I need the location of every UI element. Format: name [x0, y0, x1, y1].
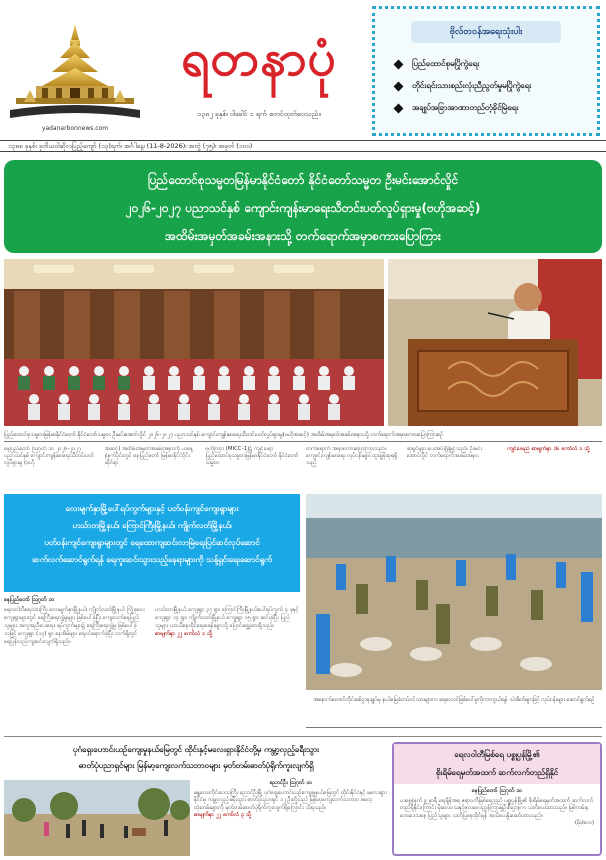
slogan-title: ဗိုလ်တဝန်အရေးသုံးပါး: [411, 21, 561, 43]
diamond-bullet-icon: [394, 81, 404, 91]
headline-line: ၂၀၂၆-၂၀၂၇ ပညာသင်နှစ် ကျောင်းကျန်းမာရေးသီတင်းပတ်လှုပ်ရှားမှု(ဗဟိုအဆင့်): [125, 201, 481, 215]
pagoda-logo-icon: [6, 22, 144, 122]
slogan-text: တိုင်းရင်းသားစည်းလုံးညီညွတ်မှုမပြိုကွဲရေး: [412, 81, 532, 90]
byline: နေပြည်တော် ဩဂုတ် ၁၀: [4, 597, 55, 603]
flood-story-body: [4, 596, 300, 734]
story-column: ရေလဝါတီရေသားကြီး လေးမျက်နှာမြို့နယ်၊ ကျိုက်လတ်မြို့နယ် ကြို့စုဝေးကျေးရွာများတွင် ရေကြီးရေလျှံမှုများ ဖြစ်ပေါ်ခဲ့ပြီး ကျေးလက်နေပြည်သူများ အကူအညီပေးရေး၊ ရပ်ကွက်များ၌ ရေကြီးရေလျှံမှု ဖြစ်ပေါ်ခဲ့သဖြင့် ကျေးရွာ (၁၃) ရွာ နေအိမ်များ ရေဝင်ရောက်ခဲ့ပြီး လက်ရှိတွင် ရေပြန်လည်ကျဆင်းလျက်ရှိသည်။: [4, 607, 145, 645]
bagan-story-body: [194, 780, 388, 856]
headline-line: ဓာတ်ပုံပညာရှင်များ မြန်မာ့ကျေးလက်သဘာဝများ မှတ်တမ်းဓာတ်ပုံရိုက်ကူးလျက်ရှိ: [78, 761, 314, 770]
box-headline: [394, 744, 600, 784]
story-column: တက်ရောက် အမှာစကားပြောကြားသည်။ ကျောင်းကျန်းမာရေး လုပ်ငန်းများ ထူးချွန်ဆုရရှိသည့်: [306, 446, 398, 466]
slogan-item: [381, 53, 591, 75]
headline-line: ဆက်လက်ဆောင်ရွက်ရန် ရေကူးဆင်းသွားသည့်နေရာများကို သန့်ရှင်းရေးဆောင်ရွက်: [32, 555, 272, 564]
bagan-headline[interactable]: [4, 742, 388, 778]
lead-headline[interactable]: [4, 160, 602, 253]
headline-line: ရေလဝါတီမြစ်ရေ ပစ္စုပ္ပန်မြို့၏: [454, 750, 540, 759]
river-level-box[interactable]: [392, 742, 602, 856]
story-column: အဆင့်) အထိမ်းအမှတ်အခမ်းအနားကို ယနေ့နံနက်ပိုင်းတွင် နေပြည်တော် မြန်မာနိုင်ငံဝိုင်းဆိုင်ရာ: [104, 446, 193, 466]
flood-headline[interactable]: [4, 494, 300, 592]
diamond-bullet-icon: [394, 103, 404, 113]
story-column-wrap: [155, 606, 300, 646]
byline: ညောင်ဦး ဩဂုတ် ၁၀: [269, 780, 313, 786]
founding-date: ၁၃၈၂ ခုနှစ်၊ ဝါခေါင် ၁ ရက် စတင်ထုတ်ဝေသည်။: [197, 110, 321, 118]
story-column: ဆုရှင်များ ပေးအပ်ချီးမြှင့်သည်။ ဦးမင်းအောင်လှိုင် တက်ရောက်အခမ်းအနား: [406, 446, 482, 459]
bagan-field-photo[interactable]: [4, 780, 190, 856]
sandbag-work-photo[interactable]: [306, 494, 602, 690]
source-note: (မိုး/ဇလ): [574, 820, 594, 826]
story-column: နေပြည်တော် ဩဂုတ် ၁၀ ၂၀၂၆-၂၀၂၇ ပညာသင်နှစ် ကျောင်းကျန်းမာရေးသီတင်းပတ်လှုပ်ရှားမှု (ဗဟို: [4, 446, 94, 466]
diamond-bullet-icon: [394, 59, 404, 69]
section-divider: [4, 736, 602, 737]
headline-line: ပုဂံရှေးဟောင်းယဉ်ကျေးမှုနယ်မြေတွင် ထိုင်းနှင့်မလေးရှားနိုင်ငံတို့မှ ကမ္ဘာ့လှည့်ခရီးသွား: [72, 745, 320, 754]
headline-line: စိုးရိမ်ရေမှတ်အထက် ဆက်လက်တည်ရှိနိုင်: [435, 768, 559, 777]
main-story-body: [4, 446, 602, 490]
byline: နေပြည်တော် ဩဂုတ် ၁၀: [471, 788, 523, 794]
story-column: ဟသ်ာတမြို့နယ် ကျေးရွာ ၃၇ ရွာ၊ ကြောင်ကြီးမြို့နယ်ပေါ်ရပ်ကွက် ၄ ခုနှင့် ကျေးရွာ ၁၄ ရွာ၊ ကျိုက်လတ်မြို့နယ် ကျေးရွာ ၁၅ ရွာ၊ ဆင်းခဲ့ပြီး ပြည်သူများ ယာယီနေထိုင်ရေးစခန်းများသို့ ပြောင်းရွှေ့ထားရှိသည်။: [155, 607, 299, 629]
story-column: ဗဟိုကြား (MICC-1)၌ ကျင်းပရာ ပြည်ထောင်စုသမ္မတမြန်မာနိုင်ငံတော် နိုင်ငံတော်သမ္မတ: [205, 446, 299, 466]
headline-line: အထိမ်းအမှတ်အခမ်းအနားသို့ တက်ရောက်အမှာစကားပြောကြား: [165, 229, 441, 243]
headline-line: ဟသ်ာတမြို့နယ်၊ ကြောင်ကြီးမြို့နယ်၊ ကျိုက်လတ်မြို့နယ်၊: [72, 521, 232, 530]
speaker-photo[interactable]: [388, 259, 602, 426]
masthead: [0, 0, 606, 140]
photo-caption: အနောက်တောင်တိုင်းစစ်ဌာနချုပ်မှ နယ်မြေခံတပ်ဝင်သားများက ရေလောင်ဖြစ်ပေါ်မှုကိုကာကွယ်ရန် သဲအိတ်များဖြင့် လုပ်ငန်းများ ဆောင်ရွက်စဉ်: [306, 692, 602, 728]
slogan-item: [381, 97, 591, 119]
headline-line: ပြည်ထောင်စုသမ္မတမြန်မာနိုင်ငံတော် နိုင်ငံတော်သမ္မတ ဦးမင်းအောင်လှိုင်: [147, 173, 459, 187]
slogan-text: အချုပ်အခြာအာဏာတည်တံ့ခိုင်မြဲရေး: [412, 103, 519, 112]
ceremony-hall-photo[interactable]: [4, 259, 384, 426]
continued-link[interactable]: စာမျက်နှာ ၂၂ ကော်လံ ၃ သို့: [194, 812, 252, 818]
headline-line: ပတ်ဝန်းကျင်ကျေးရွာများတွင် ရေထောကျဆင်းလာမြဲရေးပြင်ဆင်လုပ်ဆောင်: [44, 538, 260, 547]
newspaper-name: ရတနာပုံ: [180, 28, 338, 87]
story-text: ယနေ့နံနက် ၉ နာရီ ရေချိန်အရ ဧရာဝတီမြစ်ရေသည် ပစ္စုပ္ပန်မြို့၏ စိုးရိမ်ရေမှတ်အထက် ဆက်လက်တည်ရှိနိုင်ကြောင်း မိုးလေဝသနှင့်ဇလဗေဒညွှန်ကြားမှုဦးစီးဌာနက သတိပေးထားသည်။ မြစ်ကမ်းနဘေးဒေသနေ ပြည်သူများ သတိပြုနေထိုင်ရန် အသိပေးနှိုးဆော်ထားသည်။: [400, 797, 594, 819]
box-body: [394, 784, 600, 832]
story-text: မန္တလေးတိုင်းဒေသကြီး ညောင်ဦးမြို့ ပုဂံရှေးဟောင်းယဉ်ကျေးမှုနယ်မြေတွင် ထိုင်းနိုင်ငံနှင့် မလေးရှားနိုင်ငံမှ ကမ္ဘာ့လှည့်ခရီးသွား ဓာတ်ပုံပညာရှင် ၁၂ ဦးတို့သည် မြန်မာ့ကျေးလက်သဘာဝ ဓလေ့ထုံးတမ်းများကို မှတ်တမ်းဓာတ်ပုံရိုက်ကူးလျက်ရှိကြောင်း သိရသည်။: [194, 789, 387, 811]
continued-link[interactable]: ကျင်းပမည် စာမျက်နှာ ၁၆ ကော်လံ ၁ သို့: [507, 446, 590, 452]
photo-caption: ပြည်ထောင်စုသမ္မတမြန်မာနိုင်ငံတော် နိုင်ငံတော်သမ္မတ ဦးမင်းအောင်လှိုင် ၂၀၂၆-၂၀၂၇ ပညာသင်နှစ် ကျောင်းကျန်းမာရေးသီတင်းပတ်လှုပ်ရှားမှု(ဗဟိုအဆင့်) အထိမ်းအမှတ်အခမ်းအနားသို့ တက်ရောက်အမှာစကားပြောကြားစဉ်: [4, 428, 602, 442]
slogan-text: ပြည်ထောင်စုမပြိုကွဲရေး: [412, 59, 480, 68]
issue-info: ၁၃၈၈ ခုနှစ်၊ ဒုတိယဝါဆိုလပြည့်ကျော် (၁၃)ရက်၊ အင်္ဂါနေ့၊ (11-8-2026)၊ အတွဲ (၇၅)၊ အမှတ် (၁၀၀): [0, 140, 606, 152]
slogan-item: [381, 75, 591, 97]
headline-line: လေးမျက်နှာမြို့ပေါ်ရပ်ကွက်များနှင့် ပတ်ဝန်းကျင်ကျေးရွာများ: [65, 504, 239, 513]
continued-link[interactable]: စာမျက်နှာ ၂၂ ကော်လံ ၁ သို့: [155, 631, 213, 637]
site-url: yadanarbonnews.com: [41, 125, 109, 132]
slogan-box: [372, 6, 600, 136]
